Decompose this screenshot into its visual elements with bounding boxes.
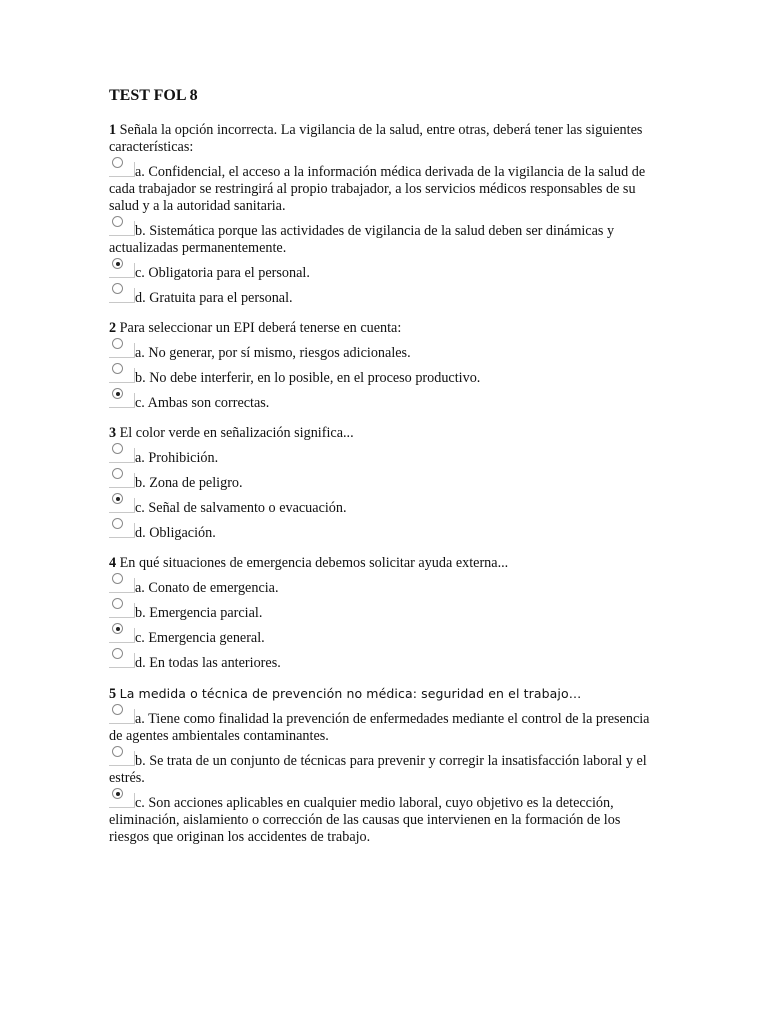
answer-option[interactable] xyxy=(109,221,654,257)
radio-unchecked-icon[interactable] xyxy=(112,648,123,659)
question-number: 4 xyxy=(109,555,117,571)
page-title: TEST FOL 8 xyxy=(109,87,198,104)
answer-option-label: b. Emergencia parcial. xyxy=(135,605,263,621)
radio-checked-icon[interactable] xyxy=(112,388,123,399)
radio-button-frame[interactable] xyxy=(109,628,135,643)
answer-option[interactable] xyxy=(109,628,654,647)
radio-unchecked-icon[interactable] xyxy=(112,518,123,529)
answer-option-label: d. En todas las anteriores. xyxy=(135,655,281,671)
radio-button-frame[interactable] xyxy=(109,393,135,408)
answer-option-label: b. No debe interferir, en lo posible, en el proceso productivo. xyxy=(135,370,481,386)
answer-option[interactable] xyxy=(109,578,654,597)
question-number: 2 xyxy=(109,320,117,336)
answer-option-label: b. Se trata de un conjunto de técnicas para prevenir y corregir la insatisfacción laboral y el estrés. xyxy=(109,753,647,786)
question-body: Señala la opción incorrecta. La vigilancia de la salud, entre otras, deberá tener las siguientes características: xyxy=(109,122,643,155)
answer-option-label: c. Obligatoria para el personal. xyxy=(135,265,310,281)
radio-button-frame[interactable] xyxy=(109,523,135,538)
radio-unchecked-icon[interactable] xyxy=(112,338,123,349)
radio-button-frame[interactable] xyxy=(109,343,135,358)
radio-button-frame[interactable] xyxy=(109,793,135,808)
radio-checked-icon[interactable] xyxy=(112,623,123,634)
answer-option-label: d. Obligación. xyxy=(135,525,216,541)
question-body: Para seleccionar un EPI deberá tenerse en cuenta: xyxy=(119,320,402,336)
answer-option[interactable] xyxy=(109,751,654,787)
answer-option[interactable] xyxy=(109,393,654,412)
question-body: El color verde en señalización significa... xyxy=(119,425,354,441)
question-3 xyxy=(109,425,654,542)
question-number: 3 xyxy=(109,425,117,441)
question-1 xyxy=(109,122,654,307)
radio-button-frame[interactable] xyxy=(109,653,135,668)
answer-option-label: a. Confidencial, el acceso a la información médica derivada de la vigilancia de la salud de cada trabajador se restringirá al propio trabajador, a los servicios médicos responsables de su salud y a la autoridad sanitaria. xyxy=(109,164,646,214)
radio-button-frame[interactable] xyxy=(109,162,135,177)
radio-unchecked-icon[interactable] xyxy=(112,573,123,584)
question-text xyxy=(109,320,654,337)
radio-unchecked-icon[interactable] xyxy=(112,746,123,757)
answer-option[interactable] xyxy=(109,473,654,492)
answer-option[interactable] xyxy=(109,603,654,622)
radio-unchecked-icon[interactable] xyxy=(112,157,123,168)
radio-button-frame[interactable] xyxy=(109,603,135,618)
radio-button-frame[interactable] xyxy=(109,709,135,724)
question-4 xyxy=(109,555,654,672)
radio-button-frame[interactable] xyxy=(109,368,135,383)
answer-option-label: a. Conato de emergencia. xyxy=(135,580,279,596)
radio-unchecked-icon[interactable] xyxy=(112,443,123,454)
answer-option[interactable] xyxy=(109,448,654,467)
radio-button-frame[interactable] xyxy=(109,221,135,236)
answer-option[interactable] xyxy=(109,263,654,282)
radio-checked-icon[interactable] xyxy=(112,493,123,504)
answer-option-label: c. Son acciones aplicables en cualquier medio laboral, cuyo objetivo es la detección, eliminación, aislamiento o corrección de las causas que intervienen en la formación de los riesgos que originan los accidentes de trabajo. xyxy=(109,795,621,845)
question-body: En qué situaciones de emergencia debemos solicitar ayuda externa... xyxy=(119,555,509,571)
question-number: 5 xyxy=(109,686,117,702)
question-list xyxy=(109,122,654,846)
question-text xyxy=(109,425,654,442)
radio-button-frame[interactable] xyxy=(109,751,135,766)
radio-button-frame[interactable] xyxy=(109,263,135,278)
document-page xyxy=(109,86,654,859)
radio-unchecked-icon[interactable] xyxy=(112,363,123,374)
question-text xyxy=(109,555,654,572)
radio-button-frame[interactable] xyxy=(109,288,135,303)
answer-option-label: c. Emergencia general. xyxy=(135,630,265,646)
answer-option-label: b. Sistemática porque las actividades de vigilancia de la salud deben ser dinámicas y actualizadas permanentemente. xyxy=(109,223,615,256)
answer-option[interactable] xyxy=(109,368,654,387)
answer-option-label: a. Tiene como finalidad la prevención de enfermedades mediante el control de la presencia de agentes ambientales contaminantes. xyxy=(109,711,650,744)
answer-option-label: a. Prohibición. xyxy=(135,450,219,466)
radio-button-frame[interactable] xyxy=(109,578,135,593)
radio-button-frame[interactable] xyxy=(109,498,135,513)
question-5 xyxy=(109,685,654,846)
radio-unchecked-icon[interactable] xyxy=(112,704,123,715)
radio-unchecked-icon[interactable] xyxy=(112,216,123,227)
answer-option-label: b. Zona de peligro. xyxy=(135,475,243,491)
radio-unchecked-icon[interactable] xyxy=(112,468,123,479)
answer-option-label: c. Señal de salvamento o evacuación. xyxy=(135,500,347,516)
radio-unchecked-icon[interactable] xyxy=(112,598,123,609)
answer-option[interactable] xyxy=(109,288,654,307)
answer-option-label: d. Gratuita para el personal. xyxy=(135,290,293,306)
radio-checked-icon[interactable] xyxy=(112,258,123,269)
answer-option[interactable] xyxy=(109,709,654,745)
radio-checked-icon[interactable] xyxy=(112,788,123,799)
question-text xyxy=(109,685,654,703)
radio-button-frame[interactable] xyxy=(109,473,135,488)
answer-option[interactable] xyxy=(109,653,654,672)
question-2 xyxy=(109,320,654,412)
radio-button-frame[interactable] xyxy=(109,448,135,463)
answer-option[interactable] xyxy=(109,793,654,846)
answer-option[interactable] xyxy=(109,162,654,215)
answer-option[interactable] xyxy=(109,498,654,517)
question-number: 1 xyxy=(109,122,117,138)
answer-option-label: c. Ambas son correctas. xyxy=(135,395,270,411)
answer-option[interactable] xyxy=(109,523,654,542)
answer-option-label: a. No generar, por sí mismo, riesgos adicionales. xyxy=(135,345,411,361)
answer-option[interactable] xyxy=(109,343,654,362)
question-body: La medida o técnica de prevención no médica: seguridad en el trabajo… xyxy=(119,686,582,701)
radio-unchecked-icon[interactable] xyxy=(112,283,123,294)
question-text xyxy=(109,122,654,156)
